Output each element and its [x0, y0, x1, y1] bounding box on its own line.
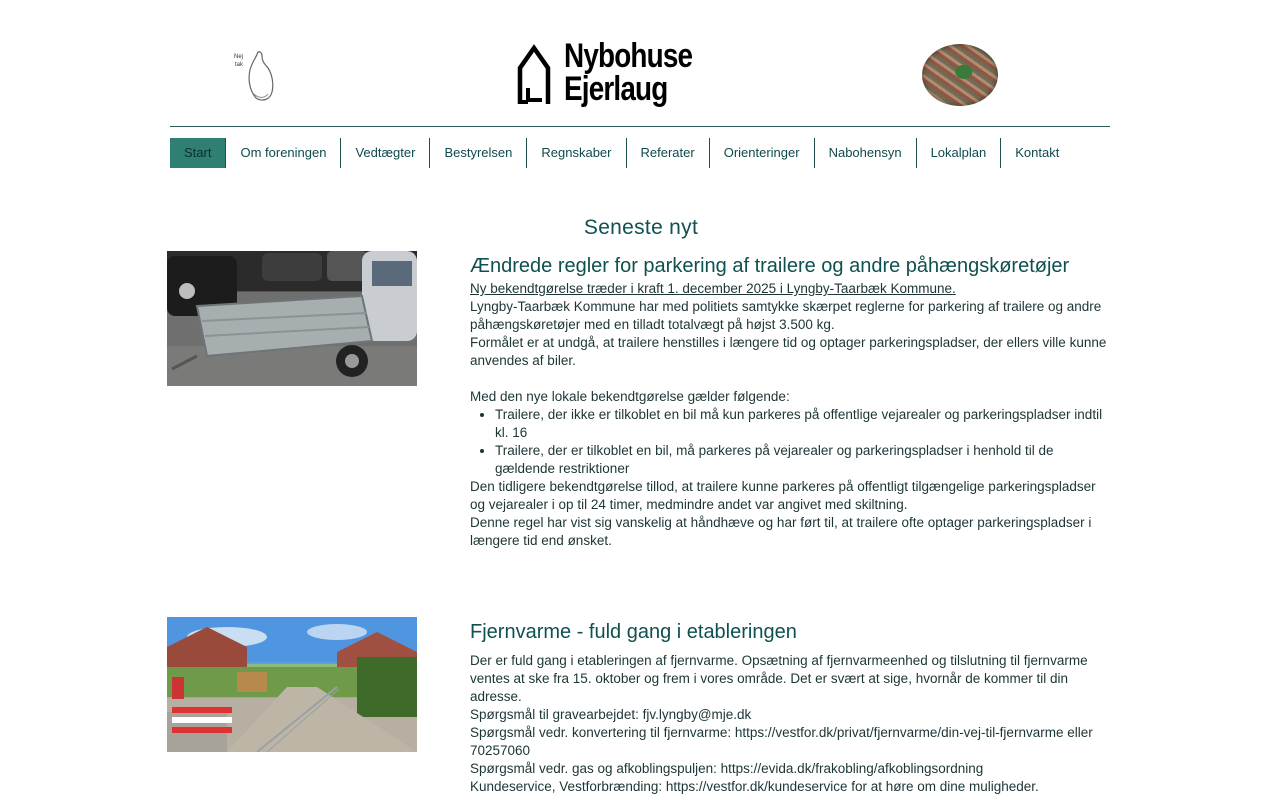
article-title[interactable]: Fjernvarme - fuld gang i etableringen [470, 621, 797, 643]
logo-left-text-2: tak [235, 62, 244, 68]
nav-item-om-foreningen[interactable]: Om foreningen [225, 138, 340, 168]
section-title [0, 216, 1280, 240]
article-paragraph: Denne regel har vist sig vanskelig at håndhæve og har ført til, at trailere ofte optager parkeringspladser i længere tid end ønsket. [470, 515, 1092, 548]
article-paragraph: Der er fuld gang i etableringen af fjernvarme. Opsætning af fjernvarmeenhed og tilslutning til fjernvarme ventes at ske fra 15. oktober og frem i vores område. Det er svært at sige, hvornår de kommer til din adresse. [470, 653, 1088, 704]
article-district-heating [470, 618, 1110, 796]
trailer-photo [167, 251, 417, 386]
article-paragraph: Den tidligere bekendtgørelse tillod, at trailere kunne parkeres på offentligt tilgængelige parkeringspladser og vejarealer i op til 24 timer, medmindre andet var angivet med skiltning. [470, 479, 1096, 512]
aerial-photo-logo[interactable] [922, 44, 998, 106]
logo-wordmark-line-1: Nybohuse [564, 37, 693, 75]
nav-item-kontakt[interactable]: Kontakt [1000, 138, 1073, 168]
rules-list [470, 406, 1110, 478]
article-title[interactable]: Ændrede regler for parkering af trailere og andre påhængskøretøjer [470, 255, 1070, 277]
article-subtitle[interactable]: Ny bekendtgørelse træder i kraft 1. december 2025 i Lyngby-Taarbæk Kommune. [470, 281, 956, 296]
list-item: • Trailere, der ikke er tilkoblet en bil må kun parkeres på offentlige vejarealer og parkeringspladser indtil kl. 16 [495, 406, 1110, 442]
nav-item-lokalplan[interactable]: Lokalplan [916, 138, 1001, 168]
logo-wordmark [564, 37, 693, 108]
logo-left-text-1: Nej [234, 54, 244, 60]
list-intro: Med den nye lokale bekendtgørelse gælder følgende: [470, 389, 790, 404]
nybohuse-ejerlaug-logo[interactable] [516, 37, 716, 108]
contact-customer-service[interactable]: Kundeservice, Vestforbrænding: https://vestfor.dk/kundeservice for at høre om dine muligheder. [470, 779, 1039, 794]
contact-conversion[interactable]: Spørgsmål vedr. konvertering til fjernvarme: https://vestfor.dk/privat/fjernvarme/din-vej-til-fjernvarme eller 70257060 [470, 725, 1093, 758]
list-item: • Trailere, der er tilkoblet en bil, må parkeres på vejarealer og parkeringspladser i henhold til de gældende restriktioner [495, 442, 1110, 478]
main-navigation [170, 138, 1073, 168]
nav-item-referater[interactable]: Referater [626, 138, 709, 168]
nav-item-orienteringer[interactable]: Orienteringer [709, 138, 814, 168]
nav-item-nabohensyn[interactable]: Nabohensyn [814, 138, 916, 168]
paragraph-spacer [470, 370, 1110, 388]
site-header [0, 0, 1280, 130]
section-title-text: Seneste nyt [583, 216, 699, 239]
contact-digging[interactable]: Spørgsmål til gravearbejdet: fjv.lyngby@mje.dk [470, 707, 752, 722]
article-paragraph: Lyngby-Taarbæk Kommune har med politiets samtykke skærpet reglerne for parkering af trailere og andre påhængskøretøjer med en tilladt totalvægt på højst 3.500 kg. [470, 299, 1102, 332]
nav-item-vedtaegter[interactable]: Vedtægter [340, 138, 429, 168]
contact-gas[interactable]: Spørgsmål vedr. gas og afkoblingspuljen: https://evida.dk/frakobling/afkoblingsordning [470, 761, 984, 776]
nav-item-start[interactable]: Start [170, 138, 225, 168]
article-paragraph: Formålet er at undgå, at trailere henstilles i længere tid og optager parkeringspladser, der ellers ville kunne anvendes af biler. [470, 335, 1107, 368]
header-divider [170, 126, 1110, 127]
district-heating-photo [167, 617, 417, 752]
logo-wordmark-line-2: Ejerlaug [564, 70, 668, 108]
nav-item-regnskaber[interactable]: Regnskaber [526, 138, 625, 168]
article-trailer-parking [470, 252, 1110, 550]
nej-tak-logo[interactable] [228, 44, 278, 104]
nav-item-bestyrelsen[interactable]: Bestyrelsen [429, 138, 526, 168]
